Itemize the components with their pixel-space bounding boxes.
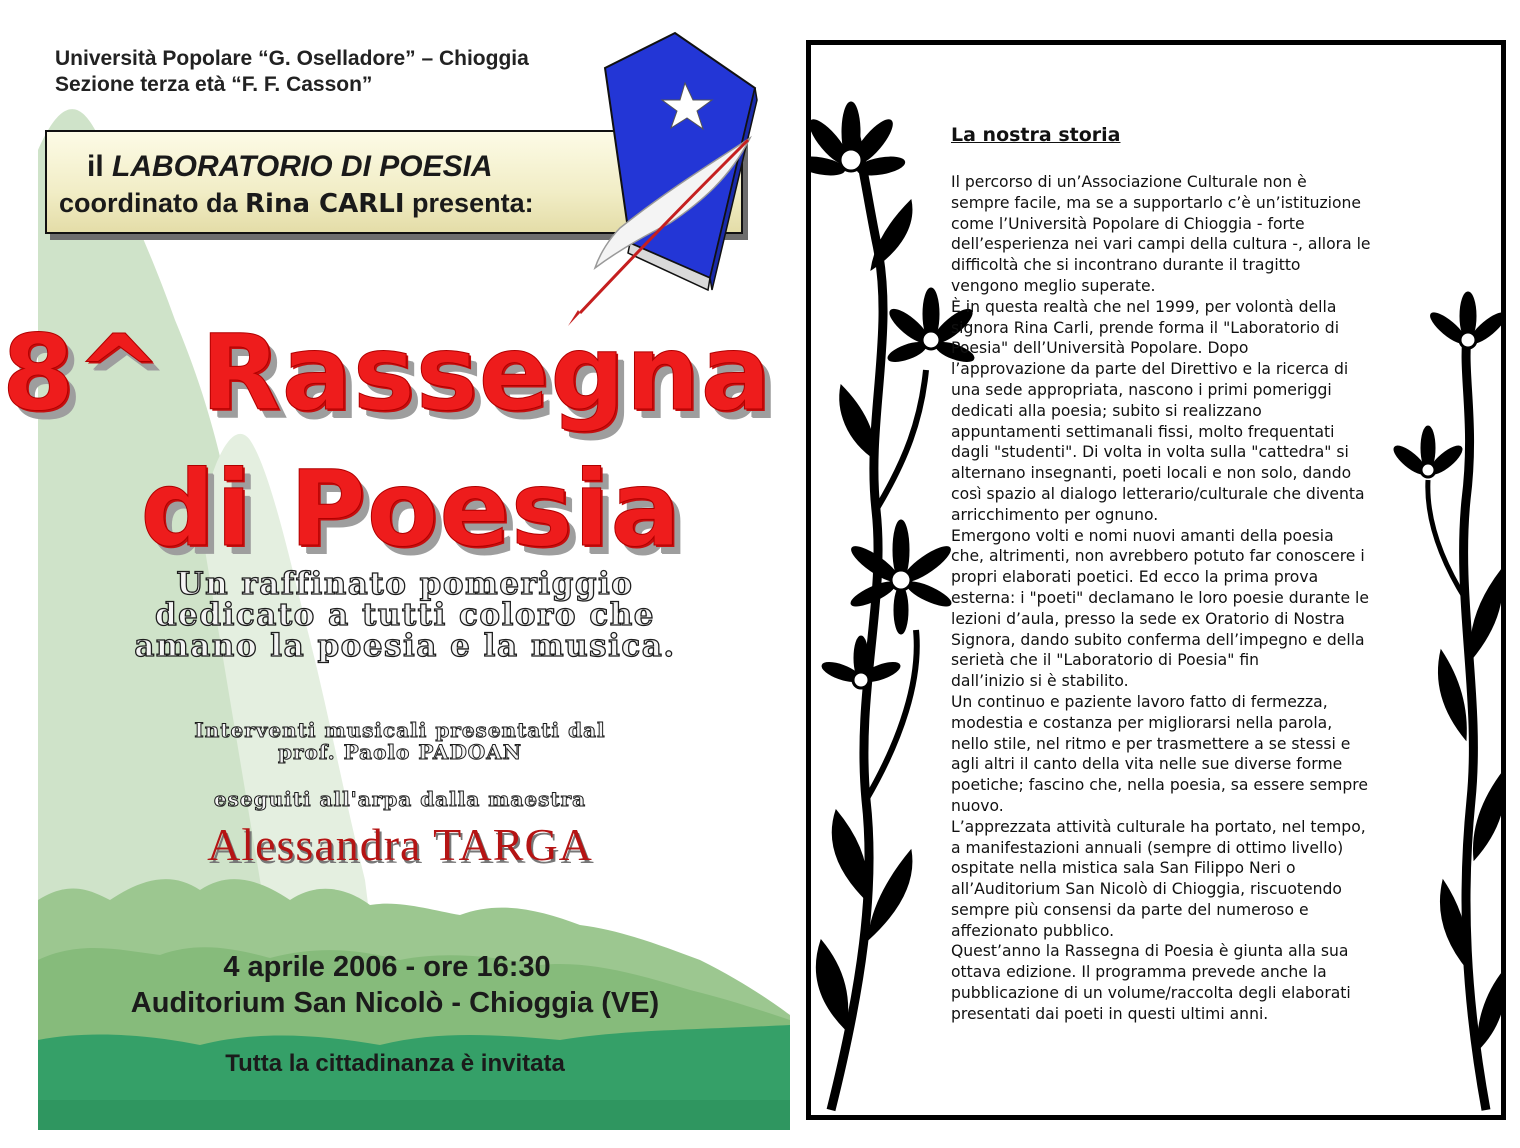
subtitle-line1: Un raffinato pomeriggio [176, 566, 634, 602]
lab-name: LABORATORIO DI POESIA [112, 150, 493, 183]
story-line: una sede appropriata, nascono i primi pomeriggi [951, 380, 1332, 399]
story-line: presentati dai poeti in questi ultimi anni. [951, 1004, 1269, 1023]
coordinated-by-label: coordinato da [59, 188, 246, 218]
story-line: ottava edizione. Il programma prevede anche la [951, 963, 1327, 982]
story-line: Il percorso di un’Associazione Culturale non è [951, 173, 1307, 191]
coordinator-name: Rina CARLI [245, 189, 405, 219]
subtitle-line3: amano la poesia e la musica. [134, 628, 676, 664]
story-line: alternano insegnanti, poeti locali e non solo, dando [951, 464, 1352, 483]
performer-name: Alessandra TARGA [207, 819, 593, 870]
story-line: a manifestazioni annuali (sempre di ottimo livello) [951, 838, 1344, 857]
story-line: serietà che il "Laboratorio di Poesia" fin [951, 651, 1260, 670]
story-line: Signora, dando subito conferma dell’impegno e della [951, 630, 1365, 649]
story-line: all’Auditorium San Nicolò di Chioggia, riscuotendo [951, 880, 1342, 899]
music-intro-line3: eseguiti all'arpa dalla maestra [213, 787, 587, 811]
story-line: È in questa realtà che nel 1999, per volontà della [951, 297, 1337, 316]
section-name: Sezione terza età “F. F. Casson” [55, 73, 373, 96]
story-line: signora Rina Carli, prende forma il "Laboratorio di [951, 318, 1340, 337]
story-line: L’apprezzata attività culturale ha portato, nel tempo, [951, 817, 1366, 836]
story-line: arricchimento per ognuno. [951, 505, 1159, 524]
story-line: lezioni d’aula, presso la sede ex Oratorio di Nostra [951, 609, 1345, 628]
subtitle-line2: dedicato a tutti coloro che [155, 597, 655, 633]
story-body [951, 172, 1421, 1025]
story-line: difficoltà che si incontrano durante il tragitto [951, 256, 1301, 275]
story-line: Emergono volti e nomi nuovi amanti della poesia [951, 526, 1334, 545]
event-title-line2: di Poesia [140, 448, 682, 570]
story-line: dall’inizio si è stabilito. [951, 672, 1129, 691]
event-date: 4 aprile 2006 - ore 16:30 [223, 951, 551, 983]
music-intro-line1: Interventi musicali presentati dal [194, 718, 606, 742]
coordinator-line [59, 188, 534, 219]
invitation-text: Tutta la cittadinanza è invitata [225, 1050, 565, 1077]
story-line: ospitate nella mistica sala San Filippo Neri o [951, 859, 1296, 878]
book-with-quill-icon [560, 28, 760, 328]
lab-prefix: il [87, 150, 113, 183]
music-intro-line2: prof. Paolo PADOAN [277, 740, 523, 764]
story-line: nuovo. [951, 796, 1004, 815]
story-line: propri elaborati poetici. Ed ecco la prima prova [951, 568, 1319, 587]
story-line: Un continuo e paziente lavoro fatto di fermezza, [951, 692, 1328, 711]
story-line: che, altrimenti, non avrebbero potuto far conoscere i [951, 547, 1365, 566]
story-line: affezionato pubblico. [951, 921, 1115, 940]
story-line: l’approvazione da parte del Direttivo e la ricerca di [951, 360, 1349, 379]
university-name: Università Popolare “G. Oselladore” – Chioggia [55, 47, 529, 70]
story-line: dagli "studenti". Di volta in volta sulla "cattedra" si [951, 443, 1349, 462]
story-line: Quest’anno la Rassegna di Poesia è giunta alla sua [951, 942, 1349, 961]
story-line: pubblicazione di un volume/raccolta degli elaborati [951, 984, 1351, 1003]
story-line: Poesia" dell’Università Popolare. Dopo [951, 339, 1249, 358]
story-line: nello stile, nel ritmo e per trasmettere a se stessi e [951, 734, 1351, 753]
presents-label: presenta: [404, 188, 534, 218]
story-line: così spazio al dialogo letterario/culturale che diventa [951, 484, 1365, 503]
event-venue: Auditorium San Nicolò - Chioggia (VE) [130, 987, 660, 1019]
story-line: esterna: i "poeti" declamano le loro poesie durante le [951, 588, 1369, 607]
story-line: dedicati alla poesia; subito si realizzano [951, 401, 1262, 420]
story-line: poetiche; fascino che, nella poesia, sa essere sempre [951, 776, 1368, 795]
story-line: dell’esperienza nei vari campi della cultura -, allora le [951, 235, 1371, 254]
story-page [806, 40, 1514, 1140]
story-line: sempre più consensi da parte del numeroso e [951, 900, 1309, 919]
event-title-line1: 8^ Rassegna [2, 312, 772, 434]
story-line: agli altri il canto della vita nelle sue diverse forme [951, 755, 1343, 774]
story-title: La nostra storia [951, 124, 1121, 146]
story-line: come l’Università Popolare di Chioggia - forte [951, 214, 1305, 233]
story-line: modestia e costanza per migliorarsi nella parola, [951, 713, 1333, 732]
laboratory-title [87, 150, 493, 184]
story-line: appuntamenti settimanali fissi, molto frequentati [951, 422, 1335, 441]
story-line: vengono meglio superate. [951, 276, 1156, 295]
story-line: sempre facile, ma se a supportarlo c’è un’istituzione [951, 193, 1362, 212]
